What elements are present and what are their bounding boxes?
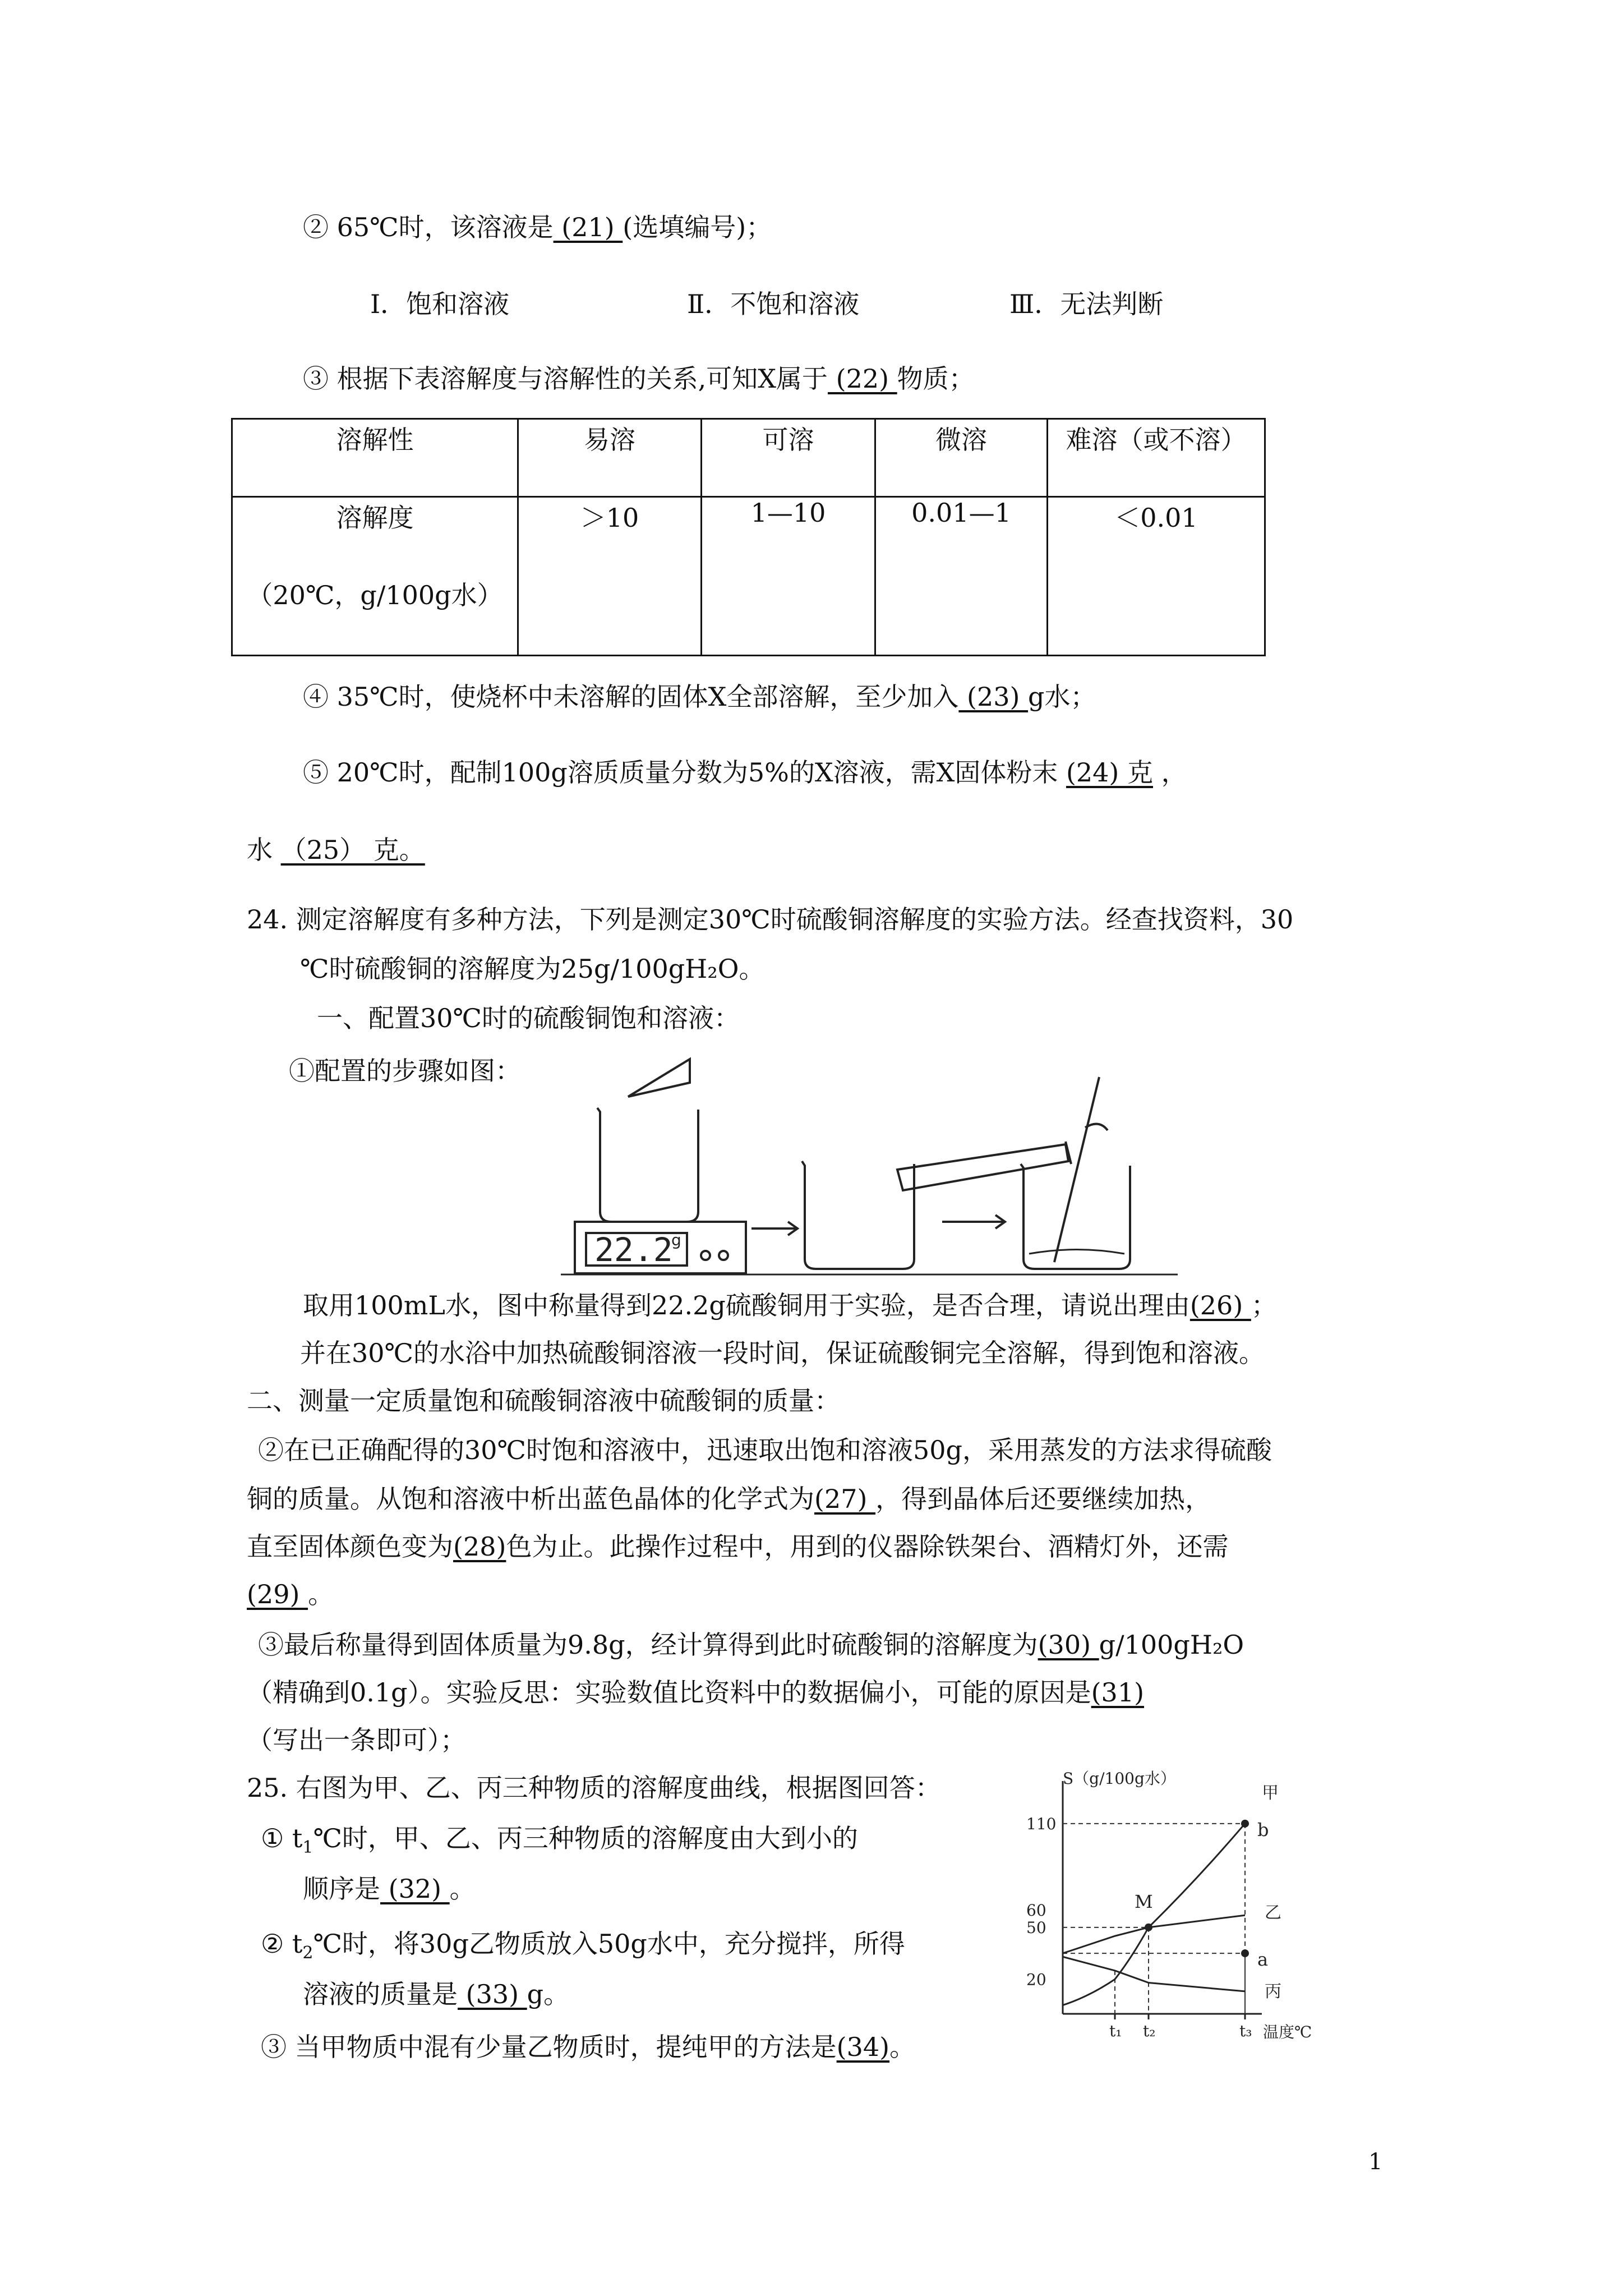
page-number: 1: [1368, 2149, 1383, 2175]
point-label: b: [1257, 1819, 1269, 1841]
table-header-cell: 易溶: [518, 419, 702, 497]
beaker-icon-2: [802, 1161, 914, 1269]
blank-24[interactable]: (24) 克: [1066, 757, 1154, 788]
q24-step2-l1: ②在已正确配得的30℃时饱和溶液中，迅速取出饱和溶液50g，采用蒸发的方法求得硫酸: [258, 1435, 1272, 1465]
series-label: 丙: [1265, 1981, 1281, 2001]
blank-27[interactable]: (27): [814, 1484, 876, 1514]
blank-22[interactable]: (22): [828, 364, 897, 394]
series-line: [1063, 1957, 1245, 1991]
q24-step3-l3: （写出一条即可）；: [247, 1725, 466, 1755]
table-header-cell: 难溶（或不溶）: [1048, 419, 1265, 497]
q25-item-3: ③ 当甲物质中混有少量乙物质时，提纯甲的方法是(34)。: [261, 2032, 916, 2062]
series-label: 甲: [1262, 1783, 1279, 1803]
point-label: a: [1257, 1949, 1269, 1971]
blank-32[interactable]: (32): [380, 1874, 450, 1904]
q24-step1: ①配置的步骤如图：: [289, 1056, 521, 1086]
q23-line-22: ③ 根据下表溶解度与溶解性的关系,可知X属于 (22) 物质；: [303, 364, 975, 394]
table-cell: ＞10: [518, 497, 702, 656]
blank-25[interactable]: （25） 克。: [280, 835, 425, 865]
table-cell: 1—10: [702, 497, 875, 656]
blank-33[interactable]: (33): [458, 1979, 527, 2009]
table-header-cell: 溶解性: [232, 419, 518, 497]
blank-30[interactable]: (30): [1038, 1630, 1099, 1660]
q23-line-24: ⑤ 20℃时，配制100g溶质质量分数为5%的X溶液，需X固体粉末 (24) 克 ，: [303, 757, 1187, 788]
q23-line-23: ④ 35℃时，使烧杯中未溶解的固体X全部溶解，至少加入 (23) g水；: [303, 682, 1096, 712]
q25-item-2: ② $t_2℃$时，将30g乙物质放入50g水中，充分搅拌，所得: [261, 1929, 905, 1963]
blank-31[interactable]: (31): [1091, 1677, 1145, 1708]
table-row-label: 溶解度 （20℃，g/100g水）: [232, 497, 518, 656]
scale-display: 22.2: [594, 1231, 673, 1269]
q25-item-1: ① $t_1℃$时，甲、乙、丙三种物质的溶解度由大到小的: [261, 1823, 858, 1857]
series-line: [1063, 1824, 1245, 2005]
q24-step2-l2: 铜的质量。从饱和溶液中析出蓝色晶体的化学式为(27) ，得到晶体后还要继续加热，: [247, 1484, 1211, 1514]
q24-line-26b: 并在30℃的水浴中加热硫酸铜溶液一段时间，保证硫酸铜完全溶解，得到饱和溶液。: [300, 1338, 1265, 1368]
data-point: [1241, 1820, 1249, 1828]
data-point: [1241, 1949, 1249, 1957]
table-header-cell: 可溶: [702, 419, 875, 497]
q24-intro-2: ℃时硫酸铜的溶解度为25g/100gH₂O。: [300, 954, 765, 984]
blank-29[interactable]: (29): [247, 1579, 308, 1609]
table-cell: ＜0.01: [1048, 497, 1265, 656]
solubility-chart: [1004, 1767, 1374, 2059]
y-tick-label: 110: [1026, 1814, 1057, 1833]
apparatus-illustration: [561, 1043, 1234, 1279]
solubility-table: [231, 418, 1266, 656]
blank-23[interactable]: (23): [958, 682, 1029, 712]
q24-part2-title: 二、测量一定质量饱和硫酸铜溶液中硫酸铜的质量：: [247, 1386, 840, 1416]
q23-line-25: 水 （25） 克。: [247, 835, 425, 865]
beaker-icon: [597, 1108, 698, 1222]
x-tick-label: t₁: [1109, 2022, 1122, 2040]
q24-step2-l3: 直至固体颜色变为(28)色为止。此操作过程中，用到的仪器除铁架台、酒精灯外，还需: [247, 1531, 1229, 1562]
series-label: 乙: [1265, 1903, 1281, 1923]
option-2: Ⅱ．不饱和溶液: [687, 289, 860, 319]
option-3: Ⅲ．无法判断: [1009, 289, 1164, 319]
y-axis-label: S（g/100g水）: [1063, 1769, 1176, 1788]
point-label: M: [1135, 1890, 1153, 1912]
blank-28[interactable]: (28): [453, 1531, 506, 1562]
q24-intro-1: 24. 测定溶解度有多种方法，下列是测定30℃时硫酸铜溶解度的实验方法。经查找资料，30: [247, 904, 1294, 935]
y-tick-label: 60: [1026, 1901, 1046, 1920]
scale-unit: g: [671, 1231, 681, 1249]
q23-line-21: ② 65℃时，该溶液是 (21) (选填编号)；: [303, 212, 772, 242]
q24-line-26: 取用100mL水，图中称量得到22.2g硫酸铜用于实验，是否合理，请说出理由(26) ；: [303, 1290, 1277, 1320]
stirring-rod-icon: [1054, 1077, 1099, 1262]
q25-intro: 25. 右图为甲、乙、丙三种物质的溶解度曲线，根据图回答：: [247, 1773, 941, 1803]
q25-item-2b: 溶液的质量是 (33) g。: [303, 1979, 570, 2009]
x-tick-label: t₃: [1239, 2022, 1252, 2040]
x-axis-label: 温度℃: [1263, 2023, 1312, 2041]
pouring-paper-icon: [628, 1059, 690, 1097]
blank-34[interactable]: (34): [836, 2032, 890, 2062]
q24-step2-l4: (29) 。: [247, 1579, 334, 1609]
table-header-cell: 微溶: [875, 419, 1048, 497]
graduated-cylinder-icon: [897, 1144, 1068, 1190]
q24-step3-l2: （精确到0.1g）。实验反思：实验数值比资料中的数据偏小，可能的原因是(31): [247, 1677, 1145, 1708]
y-tick-label: 20: [1026, 1970, 1046, 1989]
y-tick-label: 50: [1026, 1918, 1046, 1937]
data-point: [1145, 1924, 1152, 1931]
q25-item-1b: 顺序是 (32) 。: [303, 1874, 476, 1904]
q24-part1-title: 一、配置30℃时的硫酸铜饱和溶液：: [317, 1003, 740, 1033]
blank-21[interactable]: (21): [553, 212, 623, 242]
blank-26[interactable]: (26): [1189, 1290, 1251, 1320]
option-1: Ⅰ．饱和溶液: [370, 289, 510, 319]
q24-step3-l1: ③最后称量得到固体质量为9.8g，经计算得到此时硫酸铜的溶解度为(30) g/100gH₂O: [258, 1630, 1244, 1660]
table-cell: 0.01—1: [875, 497, 1048, 656]
x-tick-label: t₂: [1143, 2022, 1156, 2040]
